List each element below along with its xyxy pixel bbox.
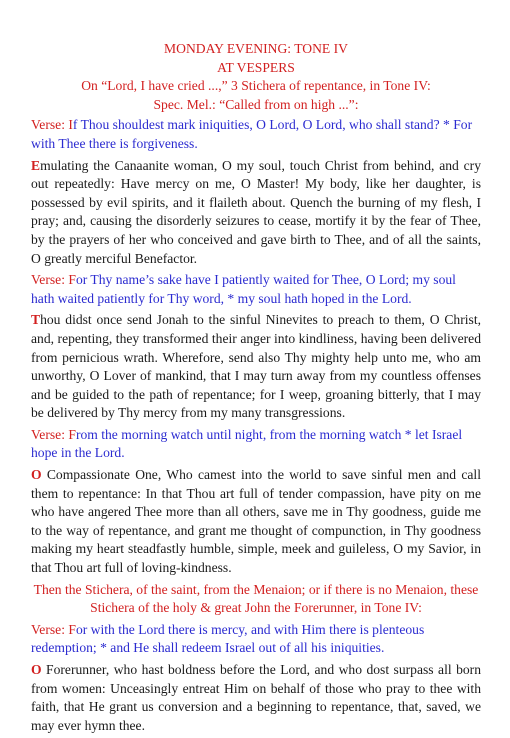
verse-2 [31, 271, 481, 308]
sticheron-text: mulating the Canaanite woman, O my soul, touch Christ from behind, and cry out repeatedly: Have mercy on me, O Master! My body, like her daughter, is possessed by evil spirits, and it flaileth about. Quench the burning of my flesh, I pray; and, causing the disorderly seizures to cease, mortify it by the fear of Thee, by the prayers of her who conceived and gave birth to Thee, and of all the saints, O greatly merciful Benefactor. [31, 157, 481, 266]
verse-initial: F [68, 426, 76, 442]
verse-text: or with the Lord there is mercy, and with Him there is plenteous redemption; * and He shall redeem Israel out of all his iniquities. [31, 621, 425, 656]
verse-label: Verse: [31, 272, 69, 288]
verse-text: or Thy name’s sake have I patiently waited for Thee, O Lord; my soul hath waited patiently for Thy word, * my soul hath hoped in the Lord. [31, 272, 456, 306]
drop-initial: T [31, 312, 41, 328]
verse-text: f Thou shouldest mark iniquities, O Lord, O Lord, who shall stand? * For with Thee there is forgiveness. [31, 117, 473, 151]
verse-text: rom the morning watch until night, from the morning watch * let Israel hope in the Lord. [31, 426, 463, 461]
page-subtitle: AT VESPERS [217, 59, 295, 75]
sticheron-2 [31, 311, 481, 423]
sticheron-1 [31, 157, 481, 269]
sticheron-text: hou didst once send Jonah to the sinful Ninevites to preach to them, O Christ, and, repenting, they transformed their anger into kindliness, having been delivered from pernicious wrath. Wherefore, send also Thy mighty help unto me, who am unworthy, O Lover of mankind, that I may turn away from my countless offenses and be guided to the path of repentance; for I weep, groaning bitterly, that I may be delivered by Thy mercy from my many transgressions. [31, 312, 481, 421]
verse-initial: F [68, 621, 76, 637]
sticheron-4 [31, 661, 481, 735]
verse-4 [31, 621, 481, 658]
rubric-menaion: Then the Stichera, of the saint, from the Menaion; or if there is no Menaion, these Stichera of the holy & great John the Forerunner, in Tone IV: [33, 581, 479, 616]
drop-initial: O [31, 662, 42, 677]
rubric-special-melody: Spec. Mel.: “Called from on high ...”: [153, 96, 359, 112]
drop-initial: E [31, 157, 41, 173]
sticheron-text: Forerunner, who hast boldness before the Lord, and who dost surpass all born from women: Unceasingly entreat Him on behalf of those who pray to thee with faith, that He grant us conversion and a beginning to repentance, that, saved, we may ever hymn thee. [31, 662, 481, 733]
verse-initial: I [68, 117, 73, 133]
page-title: MONDAY EVENING: TONE IV [164, 41, 348, 56]
verse-label: Verse: [31, 621, 69, 637]
service-page [31, 40, 481, 738]
rubric-lord-i-have-cried: On “Lord, I have cried ...,” 3 Stichera of repentance, in Tone IV: [81, 78, 431, 94]
verse-label: Verse: [31, 426, 69, 442]
verse-initial: F [68, 272, 76, 288]
drop-initial: O [31, 467, 42, 483]
verse-label: Verse: [31, 117, 69, 133]
sticheron-3 [31, 466, 481, 578]
verse-3 [31, 426, 481, 463]
verse-1 [31, 116, 481, 153]
sticheron-text: Compassionate One, Who camest into the world to save sinful men and call them to repentance: In that Thou art full of tender compassion, have pity on me who have angered Thee more than all others, save me in Thy goodness, guide me to the way of repentance, and grant me thought of compunction, in Thy goodness making my heart steadfastly humble, simple, meek and guileless, O my Savior, in that Thou art full of loving-kindness. [31, 467, 481, 576]
